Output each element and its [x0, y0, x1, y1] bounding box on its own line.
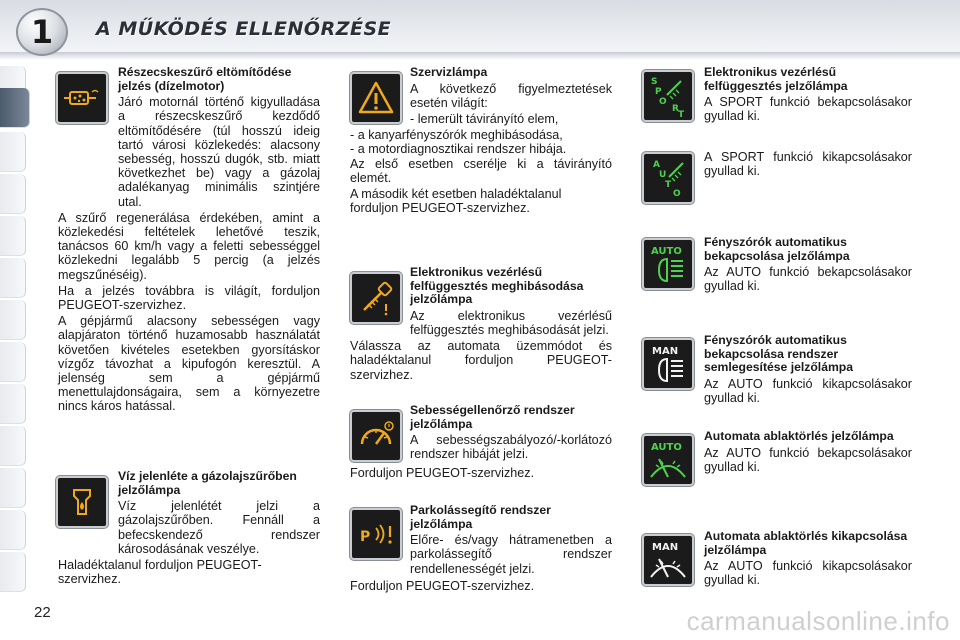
side-tab[interactable] [0, 384, 26, 424]
list-item: - a motordiagnosztikai rendszer hibája. [350, 142, 567, 157]
side-tab[interactable] [0, 174, 26, 214]
sport-letter: R [672, 104, 679, 114]
section-title: Részecskeszűrő eltömítődése jelzés (dízelmotor) [118, 65, 292, 93]
paragraph: Az AUTO funkció bekapcsolásakor gyullad ki. [704, 265, 912, 294]
speed-limiter-section [350, 404, 612, 480]
auto-letter: U [659, 170, 667, 180]
paragraph: Forduljon PEUGEOT-szervizhez. [350, 465, 535, 480]
sport-on-section [644, 66, 912, 124]
sport-letter: S [651, 77, 658, 87]
section-title: Víz jelenléte a gázolajszűrőben jelzőlámpa [118, 469, 297, 497]
section-title: Elektronikus vezérlésű felfüggesztés meghibásodása jelzőlámpa [410, 265, 584, 307]
paragraph: Járó motornál történő kigyulladása a részecskeszűrő kezdődő eltömítődésére (túl hosszú ideig tartó városi közlekedés: alacsony sebesség, hosszú dugók, stb. miatt következhet be) vagy a gázolaj adalékanyag minimális szintjére utal. [118, 95, 320, 209]
water-in-fuel-section [58, 470, 320, 586]
auto-wiper-off-section [644, 530, 912, 588]
paragraph: Előre- és/vagy hátramenetben a parkolássegítő rendszer rendellenességét jelzi. [410, 533, 612, 576]
section-title: Elektronikus vezérlésű felfüggesztés jelzőlámpa [704, 65, 848, 93]
side-tab-strip [0, 62, 30, 622]
sport-letter: T [678, 110, 685, 119]
paragraph: Haladéktalanul forduljon PEUGEOT-szervizhez. [58, 558, 262, 587]
section-title: Fényszórók automatikus bekapcsolása rendszer semlegesítése jelzőlámpa [704, 333, 854, 375]
list-item: - lemerült távirányító elem, [410, 112, 559, 126]
paragraph: A következő figyelmeztetések esetén világít: [410, 81, 612, 110]
particle-filter-section [58, 66, 320, 414]
auto-headlamp-off-section [644, 334, 912, 405]
auto-wiper-on-section [644, 430, 912, 474]
auto-letter: A [653, 160, 660, 170]
paragraph: Víz jelenlétét jelzi a gázolajszűrőben. Fennáll a befecskendező rendszer károsodásának veszélye. [118, 499, 320, 556]
paragraph: Az AUTO funkció bekapcsolásakor gyullad ki. [704, 445, 912, 474]
auto-letter: T [665, 180, 672, 190]
section-title: Sebességellenőrző rendszer jelzőlámpa [410, 403, 575, 431]
man-label: MAN [652, 346, 679, 357]
section-title: Automata ablaktörlés kikapcsolása jelzőlámpa [704, 529, 908, 557]
section-title: Parkolássegítő rendszer jelzőlámpa [410, 503, 551, 531]
side-tab[interactable] [0, 426, 26, 466]
sport-off-section [704, 148, 912, 178]
auto-headlamp-on-section [644, 236, 912, 294]
auto-letter: O [673, 189, 681, 199]
paragraph: Az elektronikus vezérlésű felfüggesztés meghibásodását jelzi. [410, 308, 612, 337]
section-title: Fényszórók automatikus bekapcsolása jelzőlámpa [704, 235, 850, 263]
sport-letter: P [655, 87, 662, 97]
header-shadow [0, 52, 960, 60]
paragraph: A SPORT funkció kikapcsolásakor gyullad ki. [704, 150, 912, 179]
paragraph: Ha a jelzés továbbra is világít, forduljon PEUGEOT-szervizhez. [58, 283, 320, 313]
paragraph: Válassza az automata üzemmódot és haladéktalanul forduljon PEUGEOT-szervizhez. [350, 339, 612, 382]
parking-sensor-section [350, 504, 612, 593]
side-tab[interactable] [0, 342, 26, 382]
paragraph: Forduljon PEUGEOT-szervizhez. [350, 578, 535, 593]
section-title: Szervizlámpa [410, 65, 488, 79]
side-tab[interactable] [0, 300, 26, 340]
side-tab[interactable] [0, 216, 26, 256]
sport-off-icon [642, 152, 694, 204]
paragraph: A szűrő regenerálása érdekében, amint a közlekedési feltételek lehetővé teszik, tanácsos 60 km/h vagy a feletti sebességgel közlekedni legalább 5 percig (a jelzés megszűnéséig). [58, 210, 320, 282]
auto-label: AUTO [651, 246, 682, 257]
side-tab[interactable] [0, 552, 26, 592]
list-item: - a kanyarfényszórók meghibásodása, [350, 128, 563, 143]
side-tab[interactable] [0, 510, 26, 550]
paragraph: Az első esetben cserélje ki a távirányító elemét. [350, 156, 612, 185]
chapter-number-badge: 1 [16, 8, 68, 56]
side-tab[interactable] [0, 132, 26, 172]
svg-text:P: P [360, 529, 371, 545]
watermark: carmanualsonline.info [686, 606, 950, 636]
paragraph: A sebességszabályozó/-korlátozó rendszer hibáját jelzi. [410, 433, 612, 462]
side-tab-active[interactable] [0, 88, 30, 128]
page-number: 22 [34, 604, 51, 621]
side-tab[interactable] [0, 468, 26, 508]
sport-letter: O [659, 97, 667, 107]
paragraph: A SPORT funkció bekapcsolásakor gyullad ki. [704, 95, 912, 124]
service-section [350, 66, 612, 215]
paragraph: A második két esetben haladéktalanul forduljon PEUGEOT-szervizhez. [350, 187, 562, 216]
suspension-fault-section [350, 266, 612, 382]
chapter-title: A MŰKÖDÉS ELLENŐRZÉSE [96, 18, 392, 40]
paragraph: Az AUTO funkció kikapcsolásakor gyullad ki. [704, 559, 912, 588]
paragraph: Az AUTO funkció kikapcsolásakor gyullad ki. [704, 376, 912, 405]
paragraph: A gépjármű alacsony sebességen vagy alapjáraton történő huzamosabb használatát követően kivételes esetekben gyorsításkor vízgőz távozhat a kipufogón keresztül. A jelenség sem a gépjármű menettulajdonságaira, sem a környezetre nincs káros hatással. [58, 314, 320, 414]
auto-label: AUTO [651, 442, 682, 453]
page-header [0, 0, 960, 62]
section-title: Automata ablaktörlés jelzőlámpa [704, 429, 894, 443]
side-tab[interactable] [0, 258, 26, 298]
man-label: MAN [652, 542, 679, 553]
